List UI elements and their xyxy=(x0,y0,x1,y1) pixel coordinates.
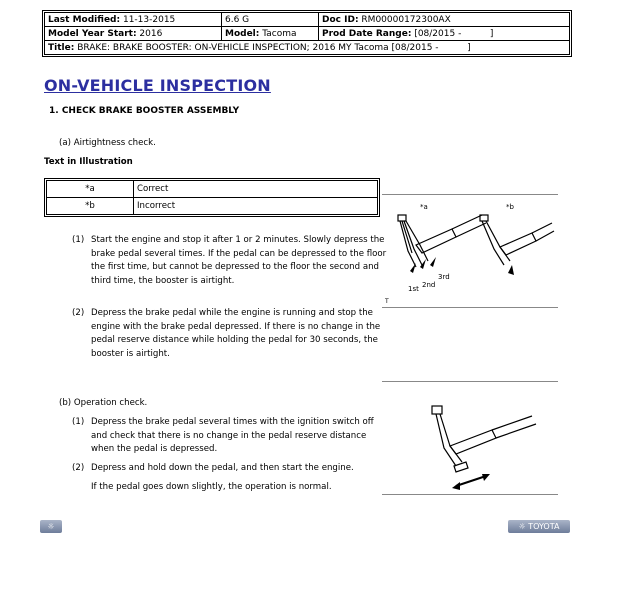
section-heading: 1. CHECK BRAKE BOOSTER ASSEMBLY xyxy=(49,106,240,116)
doc-id-value: RM00000172300AX xyxy=(361,14,451,25)
legend-row xyxy=(47,198,378,215)
arrow-icon xyxy=(508,265,514,275)
illustration-heading: Text in Illustration xyxy=(44,157,133,167)
model-year-label: Model Year Start: xyxy=(48,28,137,39)
label-2nd: 2nd xyxy=(422,281,436,289)
prod-date-label: Prod Date Range: xyxy=(322,28,412,39)
airtightness-label: (a) Airtightness check. xyxy=(59,138,156,148)
model-value: Tacoma xyxy=(262,28,297,39)
legend-key: *a xyxy=(47,181,134,198)
arrow-icon xyxy=(410,263,416,273)
title-value: BRAKE: BRAKE BOOSTER: ON-VEHICLE INSPECTION; 2016 MY Tacoma [08/2015 - ] xyxy=(77,42,471,53)
toyota-logo-icon: ☼ xyxy=(47,522,55,531)
figure-label-b: *b xyxy=(506,203,514,211)
operation-result: If the pedal goes down slightly, the operation is normal. xyxy=(91,482,332,492)
step-number: (2) xyxy=(72,308,85,318)
step-text: Start the engine and stop it after 1 or 2 minutes. Slowly depress the brake pedal several times. If the pedal can be depressed to the floor the first time, but cannot be depressed to the floor the second and third time, the booster is airtight. xyxy=(91,235,387,286)
legend-value: Incorrect xyxy=(134,198,378,215)
figure-label-a: *a xyxy=(420,203,428,211)
pedal-arm xyxy=(436,414,462,466)
document-header xyxy=(42,10,572,57)
operation-illustration xyxy=(382,381,558,495)
legend-key: *b xyxy=(47,198,134,215)
operation-step-2 xyxy=(72,462,391,476)
step-text: Depress the brake pedal several times with the ignition switch off and check that there is no change in the pedal reserve distance when the pedal is depressed. xyxy=(91,417,374,455)
booster-rod xyxy=(450,430,496,454)
legend-table xyxy=(44,178,380,217)
airtightness-step-1 xyxy=(72,234,391,288)
step-number: (1) xyxy=(72,417,85,427)
arrow-icon xyxy=(430,257,436,267)
prod-date-value: [08/2015 - ] xyxy=(414,28,494,39)
doc-id-label: Doc ID: xyxy=(322,14,359,25)
model-year-value: 2016 xyxy=(139,28,163,39)
airtightness-step-2 xyxy=(72,307,391,361)
step-text: Depress and hold down the pedal, and then start the engine. xyxy=(91,463,354,473)
pedal-pad xyxy=(454,462,468,472)
pedal-mount xyxy=(398,215,406,221)
arrow-head xyxy=(482,474,490,481)
booster-rod xyxy=(500,233,536,255)
airtightness-illustration xyxy=(382,194,558,308)
booster-body xyxy=(452,215,486,237)
title-label: Title: xyxy=(48,42,75,53)
label-1st: 1st xyxy=(408,285,419,293)
step-text: Depress the brake pedal while the engine is running and stop the engine with the brake pedal depressed. If there is no change in the pedal reserve distance while holding the pedal for 30 seconds, the booster is airtight. xyxy=(91,308,381,359)
label-3rd: 3rd xyxy=(438,273,450,281)
pedal-mount xyxy=(432,406,442,414)
figure-tag: T xyxy=(385,298,389,305)
pedal-arm xyxy=(482,221,510,265)
last-modified-value: 11-13-2015 xyxy=(122,14,176,25)
back-button[interactable] xyxy=(40,520,62,533)
double-arrow-icon xyxy=(456,476,486,486)
toyota-home-button[interactable] xyxy=(508,520,570,533)
booster-body xyxy=(492,416,536,438)
operation-step-1 xyxy=(72,416,391,457)
model-label: Model: xyxy=(225,28,260,39)
engine-code: 6.6 G xyxy=(222,13,319,27)
step-number: (1) xyxy=(72,235,85,245)
operation-label: (b) Operation check. xyxy=(59,398,148,408)
step-number: (2) xyxy=(72,463,85,473)
last-modified-label: Last Modified: xyxy=(48,14,121,25)
legend-value: Correct xyxy=(134,181,378,198)
toyota-logo-icon: ☼ xyxy=(518,522,529,531)
legend-row xyxy=(47,181,378,198)
page-title: ON-VEHICLE INSPECTION xyxy=(44,76,271,95)
arrow-head xyxy=(452,482,460,490)
toyota-label: TOYOTA xyxy=(528,522,560,531)
